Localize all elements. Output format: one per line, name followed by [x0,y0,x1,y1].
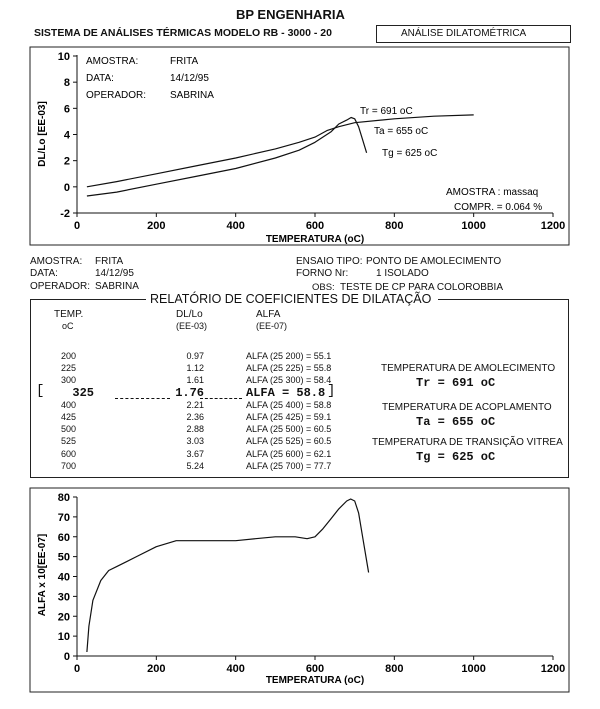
row-dl: 1.12 [186,363,204,374]
x-tick-label: 800 [385,663,404,675]
analysis-type-box [376,25,571,43]
y-tick-label: 50 [57,551,70,564]
row-alfa: ALFA (25 300) = 58.4 [246,375,332,386]
row-dl: 3.03 [186,436,204,447]
x-tick-label: 0 [73,220,81,232]
row-alfa: ALFA (25 200) = 55.1 [246,351,332,361]
info-amostra-value: FRITA [95,256,124,267]
alfa-xlabel: TEMPERATURA (oC) [265,675,365,686]
y-tick-label: 6 [63,103,70,116]
row-temp: 600 [60,448,76,459]
x-tick-label: 200 [147,663,166,675]
row-alfa: ALFA (25 525) = 60.5 [246,436,332,447]
dilatometry-xlabel: TEMPERATURA (oC) [265,234,365,245]
y-tick-label: 40 [57,571,70,584]
x-tick-label: 1200 [540,220,566,232]
y-tick-label: 30 [57,591,70,604]
y-tick-label: 70 [57,511,70,524]
row-temp: 325 [72,385,94,400]
row-temp: 200 [60,351,76,361]
dilatometry-ylabel: DL/Lo [EE-03] [37,101,48,167]
row-dl: 3.67 [186,448,204,459]
y-tick-label: -2 [60,208,70,220]
x-tick-label: 0 [73,663,81,675]
y-tick-label: 10 [57,631,70,644]
info-forno-value: 1 ISOLADO [376,268,429,279]
row-dl: 1.61 [186,375,204,386]
highlight-bracket-open: [ [36,383,45,399]
x-tick-label: 800 [385,220,404,232]
row-temp: 700 [60,460,76,471]
info-ensaio-label: ENSAIO TIPO: [296,256,363,267]
y-tick-label: 8 [63,77,70,90]
x-tick-label: 600 [305,220,325,232]
y-tick-label: 0 [63,181,70,194]
info-ensaio-value: PONTO DE AMOLECIMENTO [366,256,502,267]
ta-value: Ta = 655 oC [416,415,496,429]
company-name: BP ENGENHARIA [236,7,345,22]
y-tick-label: 80 [57,492,70,504]
tg-value: Tg = 625 oC [416,450,496,464]
y-tick-label: 0 [63,651,70,663]
row-temp: 225 [60,363,76,374]
info-obs-label: OBS: [312,282,335,293]
alfa-chart-frame [30,488,569,692]
x-tick-label: 400 [226,220,245,232]
info-obs-value: TESTE DE CP PARA COLOROBBIA [340,282,504,293]
row-temp: 500 [60,424,76,435]
info-operador-label: OPERADOR: [30,281,91,292]
col-dl-header: DL/Lo [176,309,203,320]
analysis-type: ANÁLISE DILATOMÉTRICA [401,28,527,39]
chart-amostra-mass: AMOSTRA : massaq [446,187,539,198]
chart-tr-label: Tr = 691 oC [360,106,413,117]
info-data-value: 14/12/95 [95,268,134,279]
col-alfa-header: ALFA [256,309,281,320]
chart-data-label: DATA: [86,73,114,84]
series-line-0 [87,118,367,197]
row-alfa: ALFA (25 600) = 62.1 [246,448,332,459]
row-alfa: ALFA (25 500) = 60.5 [246,424,332,435]
tg-title: TEMPERATURA DE TRANSIÇÃO VITREA [372,437,563,448]
row-temp: 400 [60,399,76,410]
chart-compr: COMPR. = 0.064 % [454,202,543,213]
info-forno-label: FORNO Nr: [296,268,349,279]
row-alfa: ALFA (25 700) = 77.7 [246,460,332,471]
row-alfa: ALFA = 58.8 [246,385,326,400]
x-tick-label: 1000 [461,663,486,675]
x-tick-label: 1200 [540,663,566,675]
row-temp: 525 [60,436,76,447]
x-tick-label: 1000 [461,220,486,232]
y-tick-label: 20 [57,611,70,624]
chart-amostra-label: AMOSTRA: [86,56,139,67]
x-tick-label: 400 [226,663,245,675]
y-tick-label: 4 [63,129,70,142]
system-title: SISTEMA DE ANÁLISES TÉRMICAS MODELO RB - 3000 - 20 [34,27,332,39]
y-tick-label: 10 [57,51,70,63]
row-dl: 0.97 [186,351,204,361]
y-tick-label: 60 [57,531,70,544]
row-dl: 2.88 [186,424,204,435]
chart-data-value: 14/12/95 [170,73,209,84]
row-alfa: ALFA (25 425) = 59.1 [246,412,332,422]
chart-operador-label: OPERADOR: [86,90,147,101]
x-tick-label: 600 [305,663,325,675]
col-dl-unit: (EE-03) [176,321,208,331]
x-tick-label: 200 [147,220,166,232]
col-temp-header: TEMP. [54,309,84,320]
tr-value: Tr = 691 oC [416,376,496,390]
row-dl: 2.36 [186,412,204,422]
highlight-bracket-close: ] [327,383,336,399]
row-dl: 1.76 [175,385,204,400]
row-temp: 425 [60,412,76,422]
info-amostra-label: AMOSTRA: [30,256,83,267]
info-data-label: DATA: [30,268,58,279]
chart-tg-label: Tg = 625 oC [382,148,438,159]
tr-title: TEMPERATURA DE AMOLECIMENTO [381,363,556,374]
chart-ta-label: Ta = 655 oC [374,126,429,137]
row-temp: 300 [60,375,76,386]
row-dl: 5.24 [186,460,204,471]
series-line-0 [87,499,369,652]
dilatometry-chart [0,44,600,248]
chart-amostra-value: FRITA [170,56,199,67]
info-operador-value: SABRINA [95,281,139,292]
chart-operador-value: SABRINA [170,90,214,101]
alfa-chart [0,487,600,694]
alfa-ylabel: ALFA x 10[EE-07] [37,533,48,617]
row-alfa: ALFA (25 400) = 58.8 [246,399,332,410]
ta-title: TEMPERATURA DE ACOPLAMENTO [382,402,552,413]
row-alfa: ALFA (25 225) = 55.8 [246,363,332,374]
row-dl: 2.21 [186,399,204,410]
y-tick-label: 2 [63,155,70,168]
col-alfa-unit: (EE-07) [256,321,288,331]
report-title: RELATÓRIO DE COEFICIENTES DE DILATAÇÃO [150,292,432,306]
col-temp-unit: oC [62,321,74,331]
